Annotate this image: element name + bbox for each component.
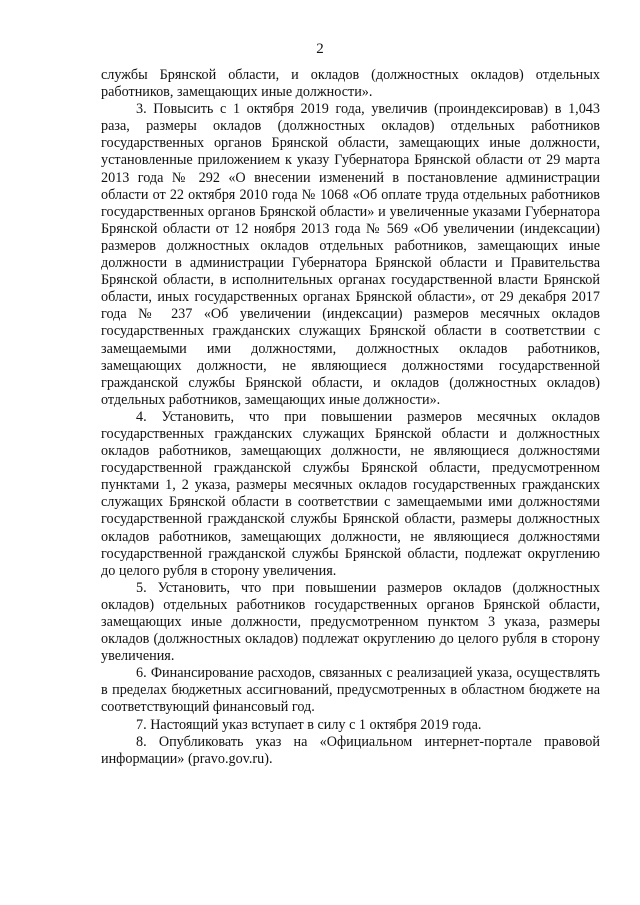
paragraph-item-4: 4. Установить, что при повышении размеров месячных окладов государственных гражданских служащих Брянской области и должностных окладов работников, замещающих должности, не являющиеся должностями государственной гражданской службы Брянской области, предусмотренном пунктами 1, 2 указа, размеры месячных окладов государственных гражданских служащих Брянской области в соответствии с замещаемыми ими должностями государственной гражданской службы Брянской области, размеры должностных окладов работников, замещающих должности, не являющиеся должностями государственной гражданской службы Брянской области, подлежат округлению до целого рубля в сторону увеличения. xyxy=(101,408,600,579)
paragraph-item-6: 6. Финансирование расходов, связанных с реализацией указа, осуществлять в пределах бюджетных ассигнований, предусмотренных в областном бюджете на соответствующий финансовый год. xyxy=(101,665,600,716)
paragraph-item-5: 5. Установить, что при повышении размеров окладов (должностных окладов) отдельных работников государственных органов Брянской области, замещающих иные должности, предусмотренном пунктом 3 указа, размеры окладов (должностных окладов) подлежат округлению до целого рубля в сторону увеличения. xyxy=(101,579,600,665)
document-body xyxy=(101,67,600,768)
paragraph-item-7: 7. Настоящий указ вступает в силу с 1 октября 2019 года. xyxy=(136,716,482,733)
paragraph-continuation: службы Брянской области, и окладов (должностных окладов) отдельных работников, замещающих иные должности». xyxy=(101,67,600,101)
paragraph-item-3: 3. Повысить с 1 октября 2019 года, увеличив (проиндексировав) в 1,043 раза, размеры окладов (должностных окладов) отдельных работников государственных органов Брянской области, замещающих иные должности, установленные приложением к указу Губернатора Брянской области от 29 марта 2013 года № 292 «О внесении изменений в постановление администрации области от 22 октября 2010 года № 1068 «Об оплате труда отдельных работников государственных органов Брянской области» и увеличенные указами Губернатора Брянской области от 12 ноября 2013 года № 569 «Об увеличении (индексации) размеров должностных окладов отдельных работников, замещающих иные должности в администрации Губернатора Брянской области и Правительства Брянской области, в исполнительных органах государственной власти Брянской области, иных государственных органах Брянской области», от 29 декабря 2017 года № 237 «Об увеличении (индексации) размеров месячных окладов государственных гражданских служащих Брянской области в соответствии с замещаемыми ими должностями, должностных окладов работников, замещающих должности, не являющиеся должностями государственной гражданской службы Брянской области, и окладов (должностных окладов) отдельных работников, замещающих иные должности». xyxy=(101,101,600,408)
paragraph-item-8: 8. Опубликовать указ на «Официальном интернет-портале правовой информации» (pravo.gov.ru). xyxy=(101,733,600,767)
page-number: 2 xyxy=(316,41,324,57)
